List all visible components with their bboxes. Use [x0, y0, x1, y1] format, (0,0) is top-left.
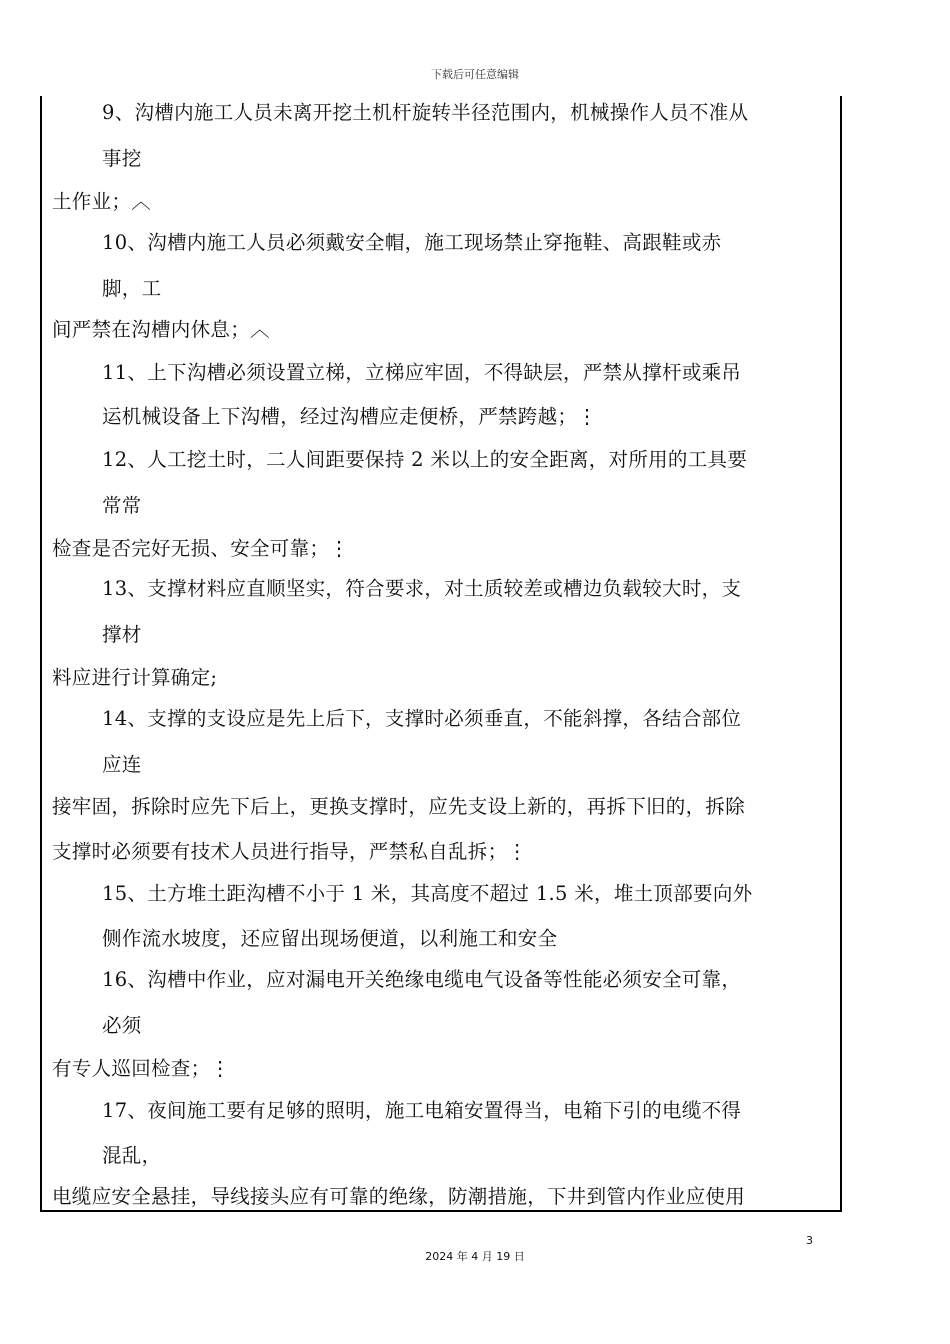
- text-line: 11、上下沟槽必须设置立梯，立梯应牢固，不得缺层，严禁从撑杆或乘吊: [102, 361, 742, 384]
- text-line: 15、土方堆土距沟槽不小于 1 米，其高度不超过 1.5 米，堆土顶部要向外: [102, 882, 753, 905]
- text-line: 检查是否完好无损、安全可靠；⋮: [52, 537, 350, 560]
- text-line: 电缆应安全悬挂，导线接头应有可靠的绝缘，防潮措施，下井到管内作业应使用: [52, 1185, 746, 1208]
- text-line: 侧作流水坡度，还应留出现场便道，以利施工和安全: [102, 927, 558, 950]
- text-line: 有专人巡回检查；⋮: [52, 1057, 231, 1080]
- text-line: 撑材: [102, 623, 142, 646]
- text-line: 应连: [102, 753, 142, 776]
- text-line: 事挖: [102, 147, 142, 170]
- text-line: 支撑时必须要有技术人员进行指导，严禁私自乱拆；⋮: [52, 840, 528, 863]
- page-header: 下载后可任意编辑: [431, 68, 519, 81]
- page-number: 3: [806, 1234, 813, 1247]
- footer-date: 2024 年 4 月 19 日: [425, 1250, 525, 1263]
- document-frame: [40, 96, 842, 1212]
- text-line: 必须: [102, 1014, 142, 1037]
- text-line: 常常: [102, 494, 142, 517]
- text-line: 17、夜间施工要有足够的照明，施工电箱安置得当，电箱下引的电缆不得: [102, 1099, 742, 1122]
- text-line: 料应进行计算确定;: [52, 666, 218, 689]
- text-line: 间严禁在沟槽内休息；︿: [52, 318, 270, 341]
- text-line: 土作业；︿: [52, 190, 152, 213]
- text-line: 14、支撑的支设应是先上后下，支撑时必须垂直，不能斜撑，各结合部位: [102, 707, 742, 730]
- text-line: 脚，工: [102, 277, 162, 300]
- text-line: 13、支撑材料应直顺坚实，符合要求，对土质较差或槽边负载较大时，支: [102, 577, 742, 600]
- text-line: 混乱，: [102, 1144, 162, 1167]
- text-line: 9、沟槽内施工人员未离开挖土机杆旋转半径范围内，机械操作人员不准从: [102, 101, 749, 124]
- text-line: 运机械设备上下沟槽，经过沟槽应走便桥，严禁跨越；⋮: [102, 405, 598, 428]
- text-line: 12、人工挖土时，二人间距要保持 2 米以上的安全距离，对所用的工具要: [102, 448, 748, 471]
- text-line: 16、沟槽中作业，应对漏电开关绝缘电缆电气设备等性能必须安全可靠，: [102, 968, 742, 991]
- text-line: 接牢固，拆除时应先下后上，更换支撑时，应先支设上新的，再拆下旧的，拆除: [52, 795, 746, 818]
- text-line: 10、沟槽内施工人员必须戴安全帽，施工现场禁止穿拖鞋、高跟鞋或赤: [102, 231, 722, 254]
